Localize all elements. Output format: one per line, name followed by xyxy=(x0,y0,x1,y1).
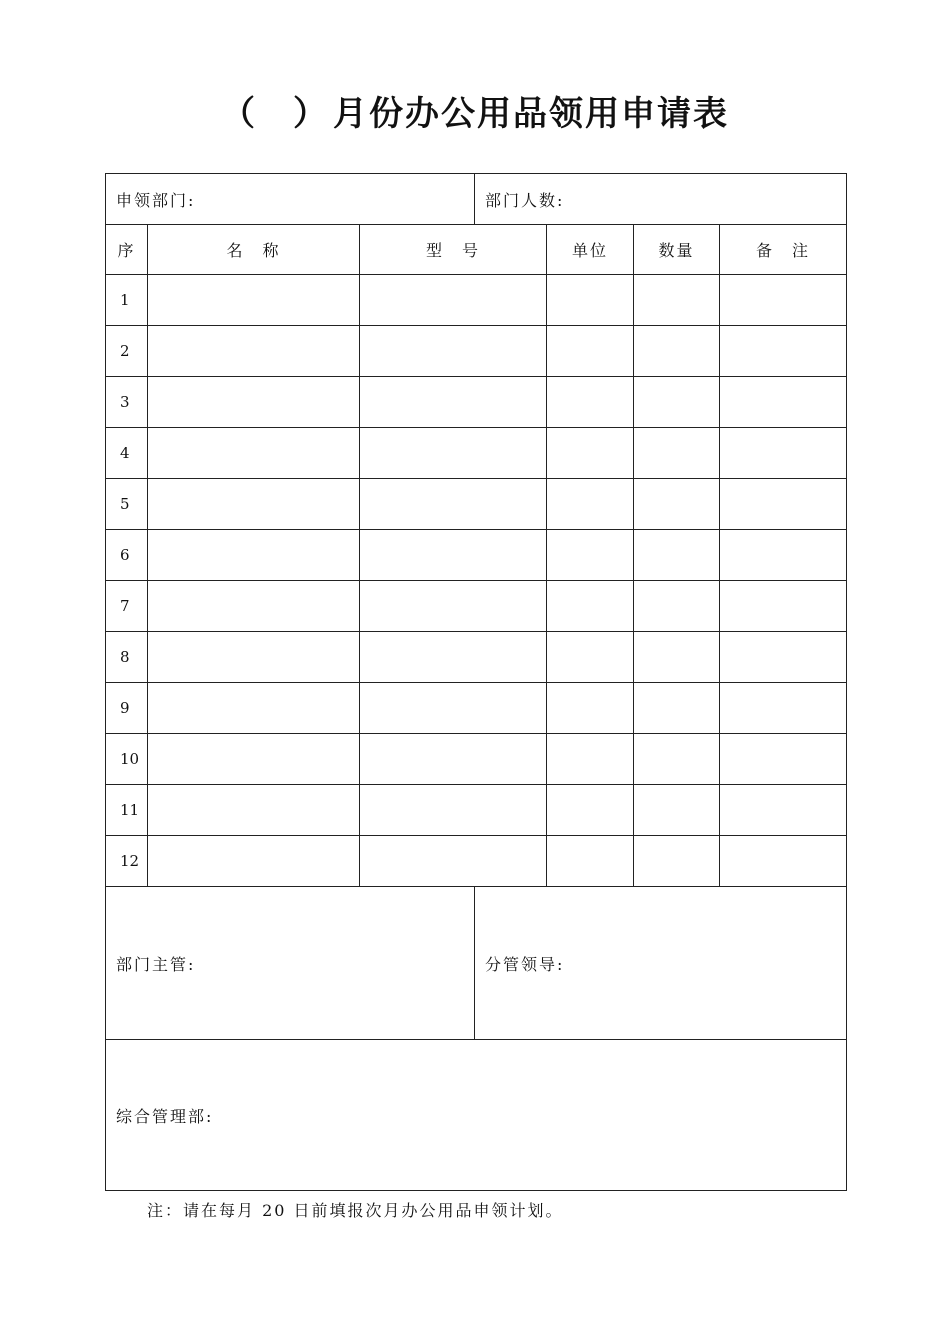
table-row xyxy=(106,530,847,581)
model-cell[interactable] xyxy=(360,581,547,632)
model-cell[interactable] xyxy=(360,428,547,479)
unit-cell[interactable] xyxy=(547,275,634,326)
table-row xyxy=(106,377,847,428)
col-header-unit: 单位 xyxy=(547,225,634,275)
headcount-field[interactable] xyxy=(475,174,847,225)
remarks-cell[interactable] xyxy=(720,785,847,836)
unit-cell[interactable] xyxy=(547,836,634,887)
quantity-cell[interactable] xyxy=(634,632,720,683)
dept-manager-label: 部门主管: xyxy=(116,954,196,974)
model-cell[interactable] xyxy=(360,683,547,734)
model-cell[interactable] xyxy=(360,836,547,887)
remarks-cell[interactable] xyxy=(720,530,847,581)
row-index: 12 xyxy=(106,836,148,887)
model-cell[interactable] xyxy=(360,275,547,326)
row-index: 11 xyxy=(106,785,148,836)
remarks-cell[interactable] xyxy=(720,683,847,734)
table-row xyxy=(106,836,847,887)
table-row xyxy=(106,683,847,734)
dept-manager-field[interactable] xyxy=(106,887,475,1040)
row-index: 2 xyxy=(106,326,148,377)
unit-cell[interactable] xyxy=(547,530,634,581)
row-index: 4 xyxy=(106,428,148,479)
quantity-cell[interactable] xyxy=(634,530,720,581)
unit-cell[interactable] xyxy=(547,581,634,632)
remarks-cell[interactable] xyxy=(720,275,847,326)
remarks-cell[interactable] xyxy=(720,734,847,785)
model-cell[interactable] xyxy=(360,785,547,836)
model-cell[interactable] xyxy=(360,530,547,581)
table-row xyxy=(106,632,847,683)
name-cell[interactable] xyxy=(148,530,360,581)
department-field[interactable] xyxy=(106,174,475,225)
quantity-cell[interactable] xyxy=(634,683,720,734)
col-header-name: 名 称 xyxy=(148,225,360,275)
name-cell[interactable] xyxy=(148,275,360,326)
title-paren-right: ） xyxy=(293,94,329,134)
col-header-model: 型 号 xyxy=(360,225,547,275)
quantity-cell[interactable] xyxy=(634,326,720,377)
table-row xyxy=(106,275,847,326)
name-cell[interactable] xyxy=(148,836,360,887)
row-index: 7 xyxy=(106,581,148,632)
row-index: 9 xyxy=(106,683,148,734)
model-cell[interactable] xyxy=(360,377,547,428)
row-index: 8 xyxy=(106,632,148,683)
table-row xyxy=(106,734,847,785)
col-header-index: 序 xyxy=(106,225,148,275)
department-label: 申领部门: xyxy=(116,190,196,210)
quantity-cell[interactable] xyxy=(634,479,720,530)
quantity-cell[interactable] xyxy=(634,836,720,887)
headcount-label: 部门人数: xyxy=(485,190,565,210)
row-index: 5 xyxy=(106,479,148,530)
name-cell[interactable] xyxy=(148,581,360,632)
department-info-row xyxy=(106,174,847,225)
unit-cell[interactable] xyxy=(547,326,634,377)
remarks-cell[interactable] xyxy=(720,428,847,479)
unit-cell[interactable] xyxy=(547,632,634,683)
name-cell[interactable] xyxy=(148,326,360,377)
name-cell[interactable] xyxy=(148,428,360,479)
leader-label: 分管领导: xyxy=(485,954,565,974)
name-cell[interactable] xyxy=(148,377,360,428)
table-row xyxy=(106,428,847,479)
table-row xyxy=(106,326,847,377)
unit-cell[interactable] xyxy=(547,734,634,785)
row-index: 6 xyxy=(106,530,148,581)
name-cell[interactable] xyxy=(148,734,360,785)
table-row xyxy=(106,479,847,530)
table-row xyxy=(106,581,847,632)
quantity-cell[interactable] xyxy=(634,428,720,479)
row-index: 1 xyxy=(106,275,148,326)
title-paren-left: （ xyxy=(221,94,257,134)
approval-row xyxy=(106,887,847,1040)
remarks-cell[interactable] xyxy=(720,836,847,887)
quantity-cell[interactable] xyxy=(634,581,720,632)
application-form-table xyxy=(105,173,847,1191)
remarks-cell[interactable] xyxy=(720,632,847,683)
col-header-remarks: 备 注 xyxy=(720,225,847,275)
unit-cell[interactable] xyxy=(547,683,634,734)
quantity-cell[interactable] xyxy=(634,734,720,785)
model-cell[interactable] xyxy=(360,479,547,530)
unit-cell[interactable] xyxy=(547,377,634,428)
title-text: 月份办公用品领用申请表 xyxy=(333,94,729,134)
row-index: 10 xyxy=(106,734,148,785)
row-index: 3 xyxy=(106,377,148,428)
remarks-cell[interactable] xyxy=(720,581,847,632)
leader-field[interactable] xyxy=(475,887,847,1040)
remarks-cell[interactable] xyxy=(720,326,847,377)
name-cell[interactable] xyxy=(148,479,360,530)
admin-approval-row xyxy=(106,1040,847,1191)
footnote: 注：请在每月 20 日前填报次月办公用品申领计划。 xyxy=(147,1201,564,1220)
admin-dept-field[interactable] xyxy=(106,1040,847,1191)
quantity-cell[interactable] xyxy=(634,785,720,836)
column-header-row xyxy=(106,225,847,275)
table-row xyxy=(106,785,847,836)
name-cell[interactable] xyxy=(148,785,360,836)
name-cell[interactable] xyxy=(148,632,360,683)
admin-dept-label: 综合管理部: xyxy=(116,1106,214,1126)
remarks-cell[interactable] xyxy=(720,479,847,530)
unit-cell[interactable] xyxy=(547,428,634,479)
model-cell[interactable] xyxy=(360,734,547,785)
col-header-quantity: 数量 xyxy=(634,225,720,275)
quantity-cell[interactable] xyxy=(634,275,720,326)
remarks-cell[interactable] xyxy=(720,377,847,428)
page-title xyxy=(0,86,950,135)
unit-cell[interactable] xyxy=(547,785,634,836)
name-cell[interactable] xyxy=(148,683,360,734)
model-cell[interactable] xyxy=(360,632,547,683)
model-cell[interactable] xyxy=(360,326,547,377)
quantity-cell[interactable] xyxy=(634,377,720,428)
unit-cell[interactable] xyxy=(547,479,634,530)
